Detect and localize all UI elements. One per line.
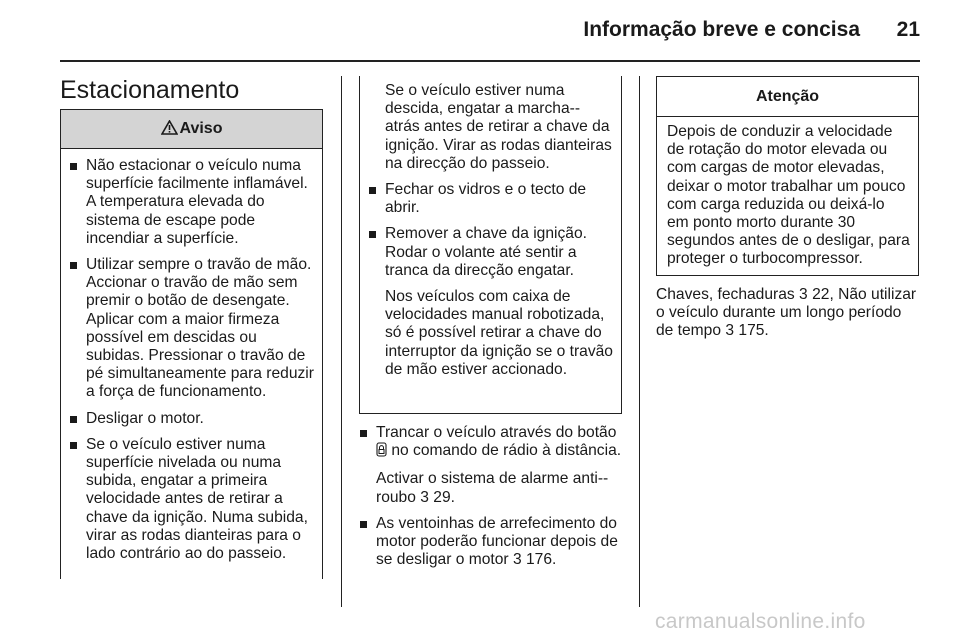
reference-arrow-icon: 3: [420, 488, 429, 506]
see-also-paragraph: Chaves, fechaduras 3 22, Não utilizar o veículo durante um longo período de tempo 3 175.: [656, 286, 917, 340]
page-reference[interactable]: 22: [812, 286, 830, 303]
lock-button-icon: [376, 442, 387, 462]
list-item-fans: As ventoinhas de arrefecimento do motor poderão funcionar depois de se desligar o motor 3 176.: [359, 515, 627, 570]
page-reference[interactable]: 176.: [525, 551, 557, 569]
watermark: carmanualsonline.info: [655, 610, 866, 633]
list-item: Fechar os vidros e o tecto de abrir.: [368, 181, 613, 217]
warning-item: Desligar o motor.: [69, 410, 314, 428]
header-title: Informação breve e concisa: [583, 18, 860, 41]
reference-arrow-icon: 3: [799, 286, 808, 303]
page-number: 21: [896, 18, 920, 41]
warning-item: Utilizar sempre o travão de mão. Accionar o travão de mão sem premir o botão de desengate. Aplicar com a maior firmeza possível em descidas ou subidas. Pressionar o travão de pé simultaneamente para reduzir a força de funcionamento.: [69, 256, 314, 402]
page-reference[interactable]: 29.: [433, 488, 455, 506]
robotized-gearbox-note: Nos veículos com caixa de velocidades manual robotizada, só é possível retirar a chave do interruptor da ignição se o travão de mão estiver accionado.: [385, 288, 613, 378]
column-divider-right: [639, 76, 640, 607]
descent-paragraph: Se o veículo estiver numa descida, engatar a marcha--atrás antes de retirar a chave da ignição. Virar as rodas dianteiras na direcção do passeio.: [385, 82, 612, 172]
attention-body: Depois de conduzir a velocidade de rotação do motor elevada ou com cargas de motor elevadas, deixar o motor trabalhar um pouco com carga reduzida ou deixá-lo em ponto morto durante 30 segundos antes de o desligar, para proteger o turbocompressor.: [667, 123, 910, 268]
alarm-paragraph: Activar o sistema de alarme anti--roubo 3 29.: [376, 470, 609, 506]
warning-triangle-icon: [161, 112, 178, 150]
warning-box: [60, 109, 323, 579]
list-item: Remover a chave da ignição. Rodar o volante até sentir a tranca da direcção engatar.: [368, 225, 613, 280]
attention-heading: Atenção: [657, 77, 918, 117]
column-divider-left: [341, 76, 342, 607]
warning-heading: Aviso: [179, 120, 223, 137]
middle-list-block: [359, 424, 627, 569]
list-item-lock: Trancar o veículo através do botão no comando de rádio à distância. Activar o sistema de alarme anti--roubo 3 29.: [359, 424, 627, 507]
warning-item: Não estacionar o veículo numa superfície facilmente inflamável. A temperatura elevada do sistema de escape pode incendiar a superfície.: [69, 157, 314, 248]
warning-list: [61, 149, 322, 563]
lock-alarm-list: [359, 424, 627, 569]
parking-steps-list: [368, 181, 613, 280]
reference-arrow-icon: 3: [512, 551, 522, 569]
warning-item: Se o veículo estiver numa superfície nivelada ou numa subida, engatar a primeira velocidade antes de retirar a chave da ignição. Numa subida, virar as rodas dianteiras para o lado contrário ao do passeio.: [69, 436, 314, 563]
attention-box: [656, 76, 919, 276]
page-reference[interactable]: 175.: [738, 322, 769, 340]
warning-box-header: [61, 110, 322, 149]
warning-box-continued: [359, 76, 622, 414]
section-title: Estacionamento: [60, 76, 240, 104]
header-rule: [60, 60, 920, 62]
reference-arrow-icon: 3: [725, 322, 735, 340]
